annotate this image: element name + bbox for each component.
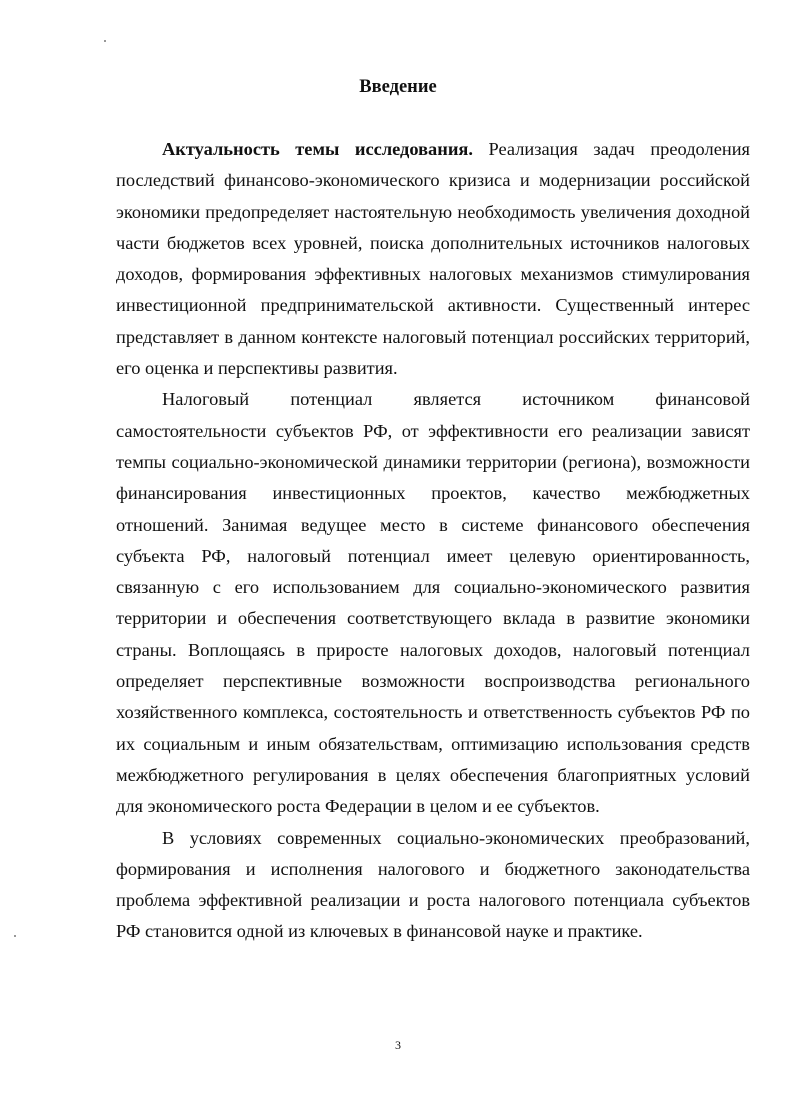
paragraph-tax-potential: Налоговый потенциал является источником финансовой самостоятельности субъектов РФ, от эффективности его реализации зависят темпы социально-экономической динамики территории (региона), возможности финансирования инвестиционных проектов, качество межбюджетных отношений. Занимая ведущее место в системе финансового обеспечения субъекта РФ, налоговый потенциал имеет целевую ориентированность, связанную с его использованием для социально-экономического развития территории и обеспечения соответствующего вклада в развитие экономики страны. Воплощаясь в приросте налоговых доходов, налоговый потенциал определяет перспективные возможности воспроизводства регионального хозяйственного комплекса, состоятельность и ответственность субъектов РФ по их социальным и иным обязательствам, оптимизацию использования средств межбюджетного регулирования в целях обеспечения благоприятных условий для экономического роста Федерации в целом и ее субъектов. <box>116 389 750 817</box>
scan-speck <box>14 935 16 937</box>
paragraph-relevance <box>116 134 750 384</box>
page-number: 3 <box>395 1038 401 1052</box>
paragraph-text: Реализация задач преодоления последствий финансово-экономического кризиса и модернизации российской экономики предопределяет настоятельную необходимость увеличения доходной части бюджетов всех уровней, поиска дополнительных источников налоговых доходов, формирования эффективных налоговых механизмов стимулирования инвестиционной предпринимательской активности. Существенный интерес представляет в данном контексте налоговый потенциал российских территорий, его оценка и перспективы развития. <box>116 139 750 379</box>
paragraph-conditions: В условиях современных социально-экономических преобразований, формирования и исполнения налогового и бюджетного законодательства проблема эффективной реализации и роста налогового потенциала субъектов РФ становится одной из ключевых в финансовой науке и практике. <box>116 827 750 942</box>
document-body <box>116 134 750 948</box>
scan-speck <box>104 40 106 42</box>
page-title: Введение <box>359 77 437 97</box>
paragraph-lead: Актуальность темы исследования. <box>162 139 473 159</box>
